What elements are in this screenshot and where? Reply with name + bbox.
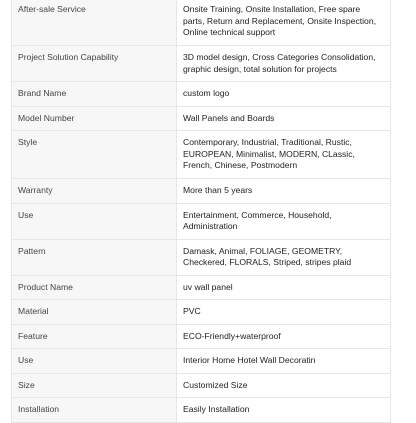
table-row: [12, 398, 391, 423]
table-row: [12, 373, 391, 398]
spec-value: More than 5 years: [177, 179, 391, 204]
spec-value: Customized Size: [177, 373, 391, 398]
spec-value: 3D model design, Cross Categories Consolidation, graphic design, total solution for projects: [177, 46, 391, 82]
table-row: [12, 179, 391, 204]
table-row: [12, 300, 391, 325]
spec-label: Material: [12, 300, 177, 325]
table-row: [12, 106, 391, 131]
spec-label: Warranty: [12, 179, 177, 204]
spec-value: Damask, Animal, FOLIAGE, GEOMETRY, Checkered, FLORALS, Striped, stripes plaid: [177, 239, 391, 275]
spec-value: uv wall panel: [177, 275, 391, 300]
spec-label: Brand Name: [12, 82, 177, 107]
spec-value: Easily Installation: [177, 398, 391, 423]
table-row: [12, 239, 391, 275]
spec-label: Project Solution Capability: [12, 46, 177, 82]
spec-value: Contemporary, Industrial, Traditional, Rustic, EUROPEAN, Minimalist, MODERN, CLassic, French, Chinese, Postmodern: [177, 131, 391, 179]
spec-label: After-sale Service: [12, 0, 177, 46]
spec-label: Pattern: [12, 239, 177, 275]
spec-label: Use: [12, 349, 177, 374]
table-row: [12, 349, 391, 374]
product-specs-table: [11, 0, 391, 423]
spec-value: custom logo: [177, 82, 391, 107]
spec-value: Wall Panels and Boards: [177, 106, 391, 131]
spec-label: Model Number: [12, 106, 177, 131]
table-row: [12, 324, 391, 349]
spec-label: Size: [12, 373, 177, 398]
spec-value: ECO-Friendly+waterproof: [177, 324, 391, 349]
spec-value: Interior Home Hotel Wall Decoratin: [177, 349, 391, 374]
table-row: [12, 46, 391, 82]
table-row: [12, 203, 391, 239]
spec-label: Product Name: [12, 275, 177, 300]
spec-value: Entertainment, Commerce, Household, Administration: [177, 203, 391, 239]
table-row: [12, 131, 391, 179]
spec-value: PVC: [177, 300, 391, 325]
table-row: [12, 82, 391, 107]
table-row: [12, 0, 391, 46]
spec-label: Use: [12, 203, 177, 239]
spec-label: Style: [12, 131, 177, 179]
spec-label: Installation: [12, 398, 177, 423]
spec-label: Feature: [12, 324, 177, 349]
table-row: [12, 275, 391, 300]
spec-value: Onsite Training, Onsite Installation, Free spare parts, Return and Replacement, Onsite Inspection, Online technical support: [177, 0, 391, 46]
